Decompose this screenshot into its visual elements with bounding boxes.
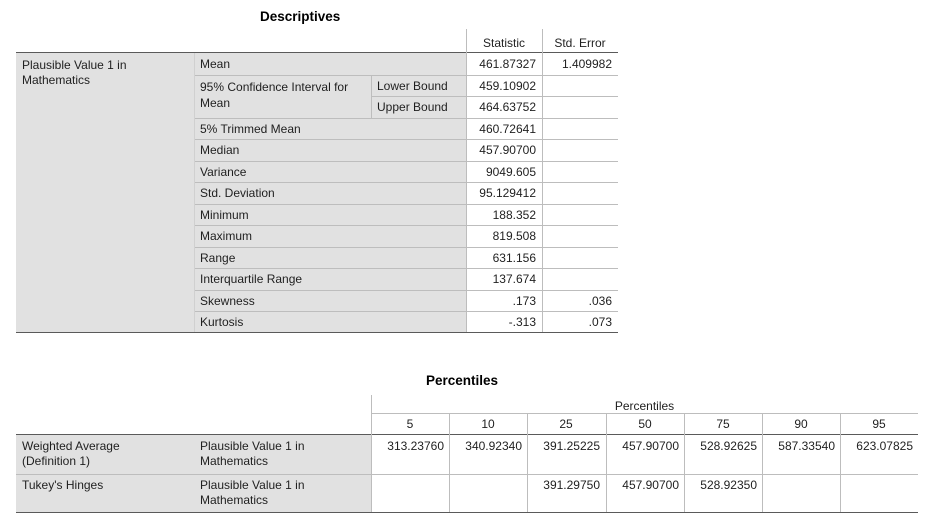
statistic-value: 464.63752: [479, 100, 536, 114]
percentile-column-header: 95: [872, 417, 886, 431]
row-sub-label: Upper Bound: [377, 100, 448, 114]
divider-bound: [371, 75, 372, 119]
row-label: Median: [200, 143, 240, 157]
label-column-divider: [194, 53, 195, 332]
row-divider: [194, 311, 618, 312]
row-divider: [194, 225, 618, 226]
row-label: Range: [200, 251, 236, 265]
statistic-value: 819.508: [492, 229, 536, 243]
statistic-value: 459.10902: [479, 79, 536, 93]
row-divider: [194, 118, 618, 119]
row-divider: [194, 139, 618, 140]
percentiles-group-header: Percentiles: [614, 399, 675, 413]
statistic-value: 95.129412: [479, 186, 536, 200]
row-label: Kurtosis: [200, 315, 244, 329]
percentile-column-header: 10: [481, 417, 495, 431]
pct-table-bottom-border: [16, 512, 918, 513]
statistic-value: 460.72641: [479, 122, 536, 136]
row-divider: [371, 96, 618, 97]
row-label: Std. Deviation: [200, 186, 275, 200]
percentile-row-variable: Mathematics: [200, 493, 269, 507]
std-error-value: .073: [588, 315, 612, 329]
percentile-value: 391.29750: [543, 478, 600, 492]
percentile-column-header: 90: [794, 417, 808, 431]
pct-header-bottom-border: [16, 434, 918, 435]
header-std-error: Std. Error: [554, 36, 606, 50]
variable-label-line2: Mathematics: [22, 73, 91, 87]
percentile-column-divider: [762, 413, 763, 512]
row-label: Mean: [200, 57, 231, 71]
divider-std-error: [542, 29, 543, 332]
row-divider: [194, 268, 618, 269]
percentile-row-variable: Mathematics: [200, 454, 269, 468]
ci-label-line1: 95% Confidence Interval for: [200, 80, 349, 94]
row-label: Maximum: [200, 229, 253, 243]
header-bottom-border: [16, 52, 618, 53]
row-sub-label: Lower Bound: [377, 79, 448, 93]
table-bottom-border: [16, 332, 618, 333]
row-divider: [194, 204, 618, 205]
percentile-column-divider: [840, 413, 841, 512]
percentile-column-divider: [527, 413, 528, 512]
percentile-column-divider: [684, 413, 685, 512]
percentile-value: 457.90700: [622, 439, 679, 453]
std-error-value: 1.409982: [561, 57, 612, 71]
row-label: Variance: [200, 165, 247, 179]
percentile-column-divider: [371, 395, 372, 512]
percentile-value: 391.25225: [543, 439, 600, 453]
statistic-value: -.313: [508, 315, 536, 329]
row-label: Interquartile Range: [200, 272, 303, 286]
percentile-column-header: 75: [716, 417, 730, 431]
percentile-column-header: 5: [406, 417, 414, 431]
statistic-value: 457.90700: [479, 143, 536, 157]
row-divider: [194, 247, 618, 248]
percentile-value: 528.92350: [700, 478, 757, 492]
statistic-value: .173: [512, 294, 536, 308]
row-divider: [194, 75, 618, 76]
statistic-value: 461.87327: [479, 57, 536, 71]
row-label: Skewness: [200, 294, 255, 308]
statistic-value: 188.352: [492, 208, 536, 222]
percentile-column-header: 50: [638, 417, 652, 431]
statistic-value: 631.156: [492, 251, 536, 265]
percentile-row-label: Tukey's Hinges: [22, 478, 104, 492]
pct-row-divider: [16, 474, 918, 475]
statistic-value: 9049.605: [485, 165, 536, 179]
percentile-value: 313.23760: [387, 439, 444, 453]
row-label: Minimum: [200, 208, 249, 222]
statistic-value: 137.674: [492, 272, 536, 286]
percentile-column-header: 25: [559, 417, 573, 431]
divider-statistic: [466, 29, 467, 332]
percentiles-title: Percentiles: [426, 373, 499, 388]
percentile-column-divider: [449, 413, 450, 512]
row-divider: [194, 182, 618, 183]
percentile-row-label: (Definition 1): [22, 454, 91, 468]
ci-label-line2: Mean: [200, 96, 231, 110]
percentile-value: 587.33540: [778, 439, 835, 453]
percentile-value: 457.90700: [622, 478, 679, 492]
std-error-value: .036: [588, 294, 612, 308]
descriptives-title: Descriptives: [260, 9, 341, 24]
variable-label-line1: Plausible Value 1 in: [22, 58, 127, 72]
percentile-row-label: Weighted Average: [22, 439, 120, 453]
percentile-row-variable: Plausible Value 1 in: [200, 439, 305, 453]
group-header-underline: [371, 413, 918, 414]
header-statistic: Statistic: [482, 36, 525, 50]
row-divider: [194, 161, 618, 162]
row-divider: [194, 290, 618, 291]
percentile-value: 528.92625: [700, 439, 757, 453]
percentile-value: 340.92340: [465, 439, 522, 453]
percentile-column-divider: [606, 413, 607, 512]
percentile-value: 623.07825: [856, 439, 913, 453]
percentile-row-variable: Plausible Value 1 in: [200, 478, 305, 492]
row-label: 5% Trimmed Mean: [200, 122, 301, 136]
